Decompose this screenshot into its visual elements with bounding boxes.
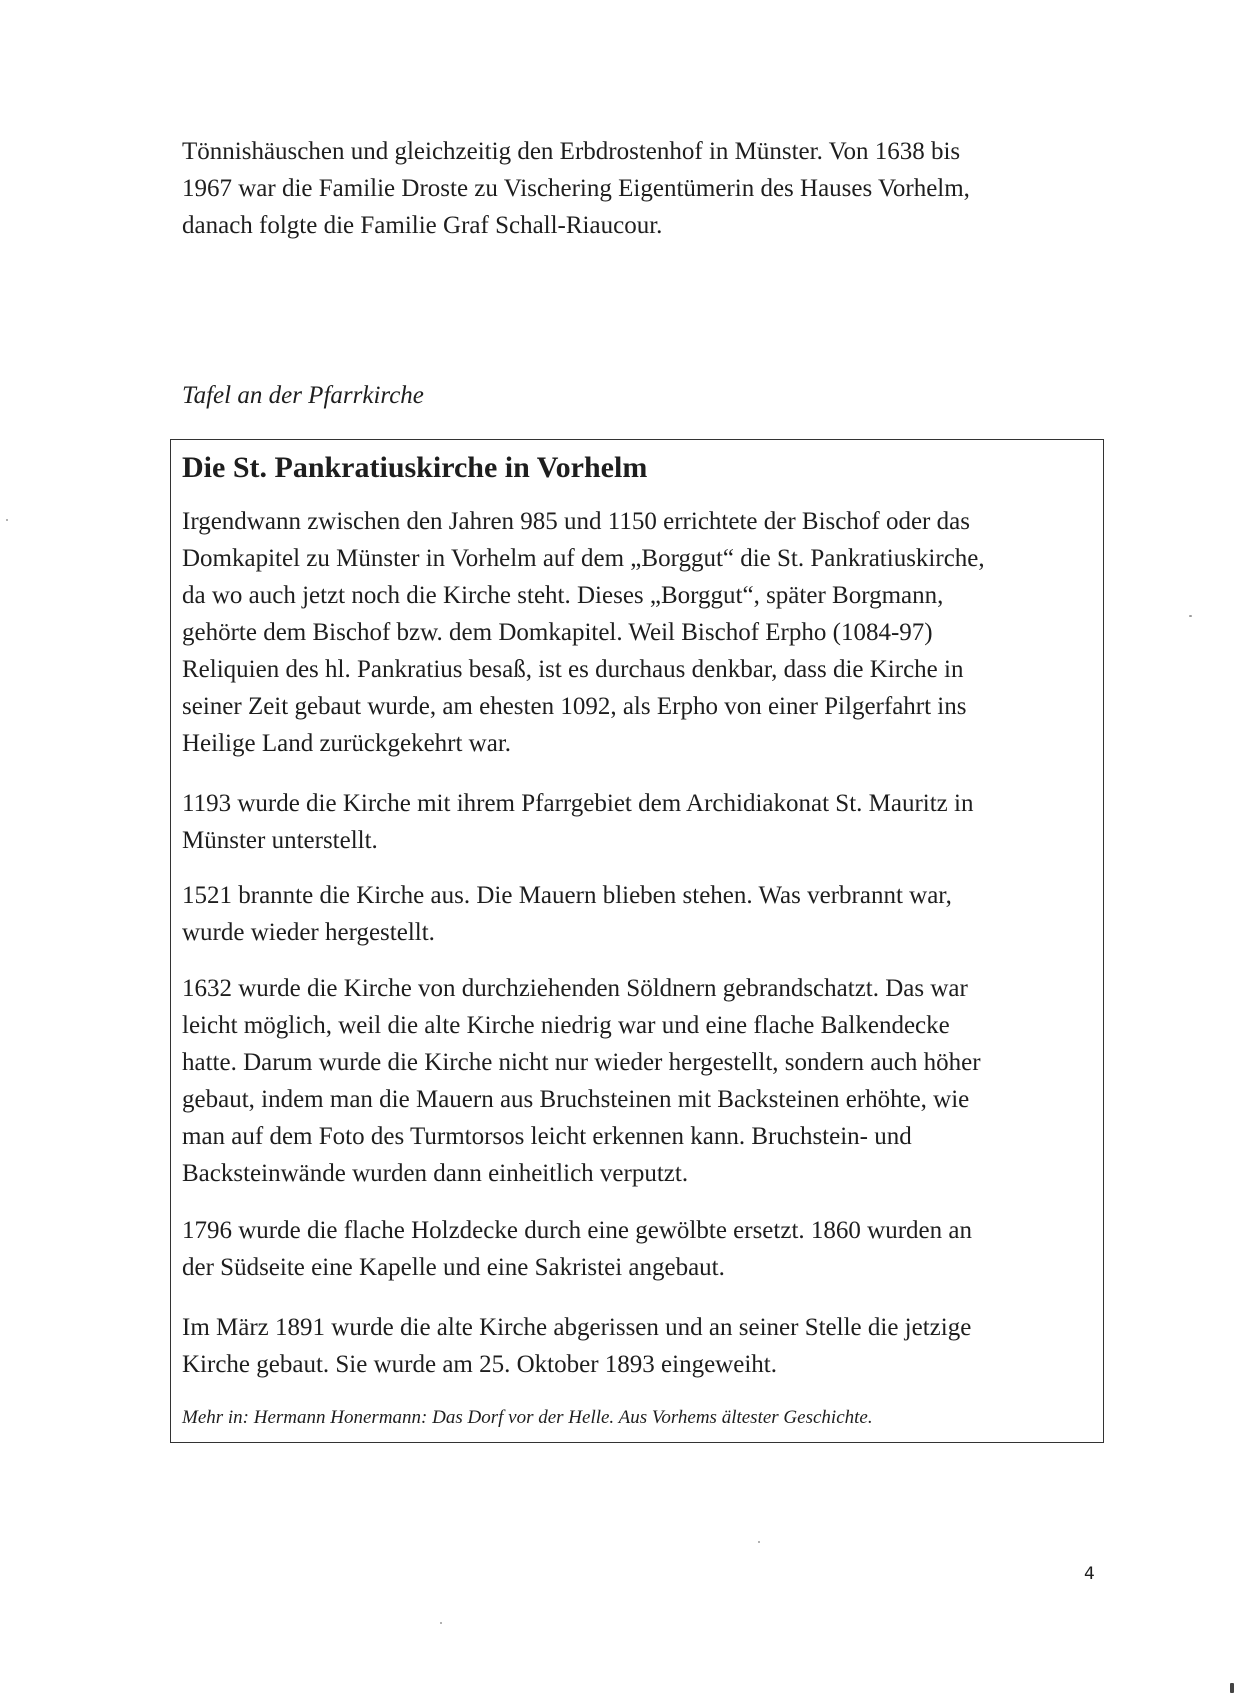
text-line: Tönnishäuschen und gleichzeitig den Erbdrostenhof in Münster. Von 1638 bis — [182, 138, 961, 165]
scan-speck — [440, 1622, 442, 1624]
scan-speck — [6, 519, 8, 521]
text-line: gehörte dem Bischof bzw. dem Domkapitel. Weil Bischof Erpho (1084-97) — [182, 619, 933, 646]
text-line: Irgendwann zwischen den Jahren 985 und 1150 errichtete der Bischof oder das — [182, 508, 970, 535]
scan-speck — [1189, 615, 1192, 617]
scan-speck — [758, 1541, 760, 1543]
text-line: Kirche gebaut. Sie wurde am 25. Oktober 1893 eingeweiht. — [182, 1351, 777, 1378]
text-line: 1796 wurde die flache Holzdecke durch eine gewölbte ersetzt. 1860 wurden an — [182, 1217, 972, 1244]
text-line: der Südseite eine Kapelle und eine Sakristei angebaut. — [182, 1254, 725, 1281]
text-line: Im März 1891 wurde die alte Kirche abgerissen und an seiner Stelle die jetzige — [182, 1314, 972, 1341]
text-line: Münster unterstellt. — [182, 827, 378, 854]
history-paragraph — [182, 503, 985, 762]
text-line: seiner Zeit gebaut wurde, am ehesten 1092, als Erpho von einer Pilgerfahrt ins — [182, 693, 967, 720]
history-paragraph — [182, 877, 952, 951]
page-number: 4 — [1084, 1564, 1095, 1584]
plaque-box — [170, 439, 1104, 1443]
text-line: Backsteinwände wurden dann einheitlich verputzt. — [182, 1160, 689, 1187]
history-paragraph — [182, 970, 981, 1192]
text-line: man auf dem Foto des Turmtorsos leicht erkennen kann. Bruchstein- und — [182, 1123, 912, 1150]
text-line: da wo auch jetzt noch die Kirche steht. Dieses „Borggut“, später Borgmann, — [182, 582, 944, 609]
history-paragraph — [182, 1212, 972, 1286]
text-line: Domkapitel zu Münster in Vorhelm auf dem „Borggut“ die St. Pankratiuskirche, — [182, 545, 985, 572]
source-note: Mehr in: Hermann Honermann: Das Dorf vor der Helle. Aus Vorhems ältester Geschichte. — [182, 1407, 873, 1428]
text-line: gebaut, indem man die Mauern aus Bruchsteinen mit Backsteinen erhöhte, wie — [182, 1086, 970, 1113]
text-line: hatte. Darum wurde die Kirche nicht nur wieder hergestellt, sondern auch höher — [182, 1049, 981, 1076]
text-line: Reliquien des hl. Pankratius besaß, ist es durchaus denkbar, dass die Kirche in — [182, 656, 964, 683]
text-line: 1967 war die Familie Droste zu Vischering Eigentümerin des Hauses Vorhelm, — [182, 175, 970, 202]
history-paragraph — [182, 785, 973, 859]
plaque-caption: Tafel an der Pfarrkirche — [182, 382, 424, 409]
scan-speck — [1230, 1683, 1234, 1693]
text-line: danach folgte die Familie Graf Schall-Riaucour. — [182, 212, 663, 239]
text-line: 1632 wurde die Kirche von durchziehenden Söldnern gebrandschatzt. Das war — [182, 975, 968, 1002]
text-line: Heilige Land zurückgekehrt war. — [182, 730, 512, 757]
plaque-title: Die St. Pankratiuskirche in Vorhelm — [182, 451, 648, 484]
text-line: 1193 wurde die Kirche mit ihrem Pfarrgebiet dem Archidiakonat St. Mauritz in — [182, 790, 974, 817]
text-line: 1521 brannte die Kirche aus. Die Mauern blieben stehen. Was verbrannt war, — [182, 882, 952, 909]
intro-paragraph — [182, 133, 1102, 244]
text-line: wurde wieder hergestellt. — [182, 919, 435, 946]
text-line: leicht möglich, weil die alte Kirche niedrig war und eine flache Balkendecke — [182, 1012, 950, 1039]
history-paragraph — [182, 1309, 971, 1383]
